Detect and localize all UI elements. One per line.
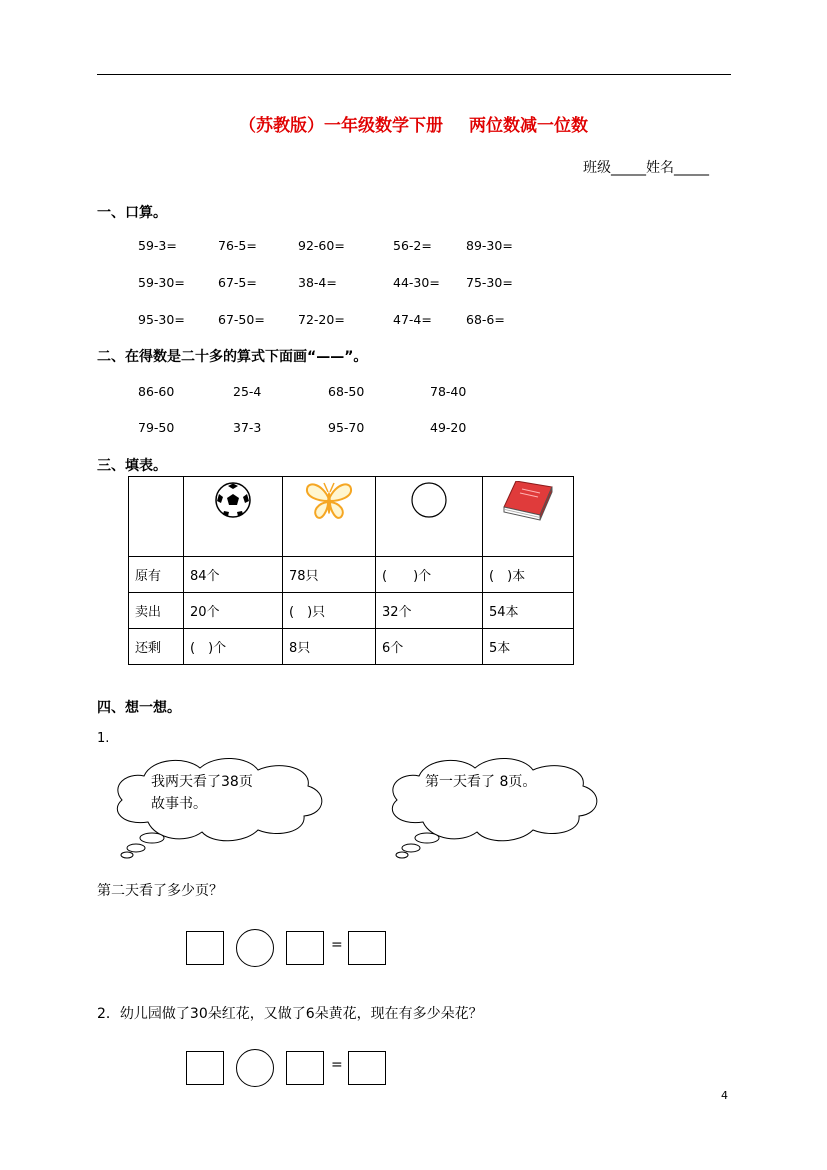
expr: 68-50 bbox=[328, 384, 365, 399]
table-cell: 54本 bbox=[483, 593, 574, 629]
cloud1-line1: 我两天看了38页 bbox=[151, 774, 253, 790]
cloud2-line1: 第一天看了 8页。 bbox=[425, 774, 537, 790]
icon-cell bbox=[283, 477, 376, 557]
butterfly-icon bbox=[304, 479, 354, 521]
answer-box[interactable] bbox=[186, 1051, 224, 1085]
expr: 47-4= bbox=[393, 312, 432, 327]
cloud1-line2: 故事书。 bbox=[151, 796, 207, 812]
section3-heading: 三、填表。 bbox=[97, 458, 167, 474]
soccer-ball-icon bbox=[214, 481, 252, 519]
expr: 25-4 bbox=[233, 384, 262, 399]
answer-box[interactable] bbox=[286, 931, 324, 965]
table-cell: ( )个 bbox=[376, 557, 483, 593]
table-cell: ( )本 bbox=[483, 557, 574, 593]
title-right: 两位数减一位数 bbox=[469, 116, 588, 136]
expr: 79-50 bbox=[138, 420, 175, 435]
table-cell: 84个 bbox=[184, 557, 283, 593]
expr: 37-3 bbox=[233, 420, 262, 435]
table-cell: 20个 bbox=[184, 593, 283, 629]
expr: 67-50= bbox=[218, 312, 265, 327]
table-cell: 6个 bbox=[376, 629, 483, 665]
icon-cell bbox=[376, 477, 483, 557]
table-cell: 78只 bbox=[283, 557, 376, 593]
result-box[interactable] bbox=[348, 931, 386, 965]
equals-sign: = bbox=[331, 937, 343, 953]
class-name-line bbox=[583, 157, 709, 177]
table-cell: 32个 bbox=[376, 593, 483, 629]
table-cell: ( )个 bbox=[184, 629, 283, 665]
expr: 49-20 bbox=[430, 420, 467, 435]
equals-sign: = bbox=[331, 1057, 343, 1073]
thought-cloud-right bbox=[383, 752, 605, 860]
expr: 95-30= bbox=[138, 312, 185, 327]
expr: 78-40 bbox=[430, 384, 467, 399]
title-left: （苏教版）一年级数学下册 bbox=[239, 116, 443, 136]
expr: 75-30= bbox=[466, 275, 513, 290]
expr: 89-30= bbox=[466, 238, 513, 253]
corner-cell bbox=[129, 477, 184, 557]
question2-text: 2．幼儿园做了30朵红花，又做了6朵黄花，现在有多少朵花？ bbox=[97, 1006, 483, 1022]
expr: 92-60= bbox=[298, 238, 345, 253]
question1-text: 第二天看了多少页？ bbox=[97, 883, 223, 899]
expr: 44-30= bbox=[393, 275, 440, 290]
expr: 56-2= bbox=[393, 238, 432, 253]
circle-icon bbox=[410, 481, 448, 519]
question1-number: 1. bbox=[97, 731, 110, 746]
name-label: 姓名 bbox=[646, 160, 674, 176]
expr: 86-60 bbox=[138, 384, 175, 399]
section1-heading: 一、口算。 bbox=[97, 205, 167, 221]
section4-heading: 四、想一想。 bbox=[97, 700, 181, 716]
icon-cell bbox=[184, 477, 283, 557]
expr: 68-6= bbox=[466, 312, 505, 327]
class-label: 班级 bbox=[583, 160, 611, 176]
table-cell: 5本 bbox=[483, 629, 574, 665]
expr: 76-5= bbox=[218, 238, 257, 253]
class-blank: _____ bbox=[611, 160, 646, 176]
table-cell: 8只 bbox=[283, 629, 376, 665]
thought-cloud-left bbox=[108, 752, 330, 860]
page-title bbox=[0, 111, 827, 136]
name-blank: _____ bbox=[674, 160, 709, 176]
expr: 72-20= bbox=[298, 312, 345, 327]
table-cell: ( )只 bbox=[283, 593, 376, 629]
section2-heading: 二、在得数是二十多的算式下面画“——”。 bbox=[97, 349, 368, 365]
row-label: 还剩 bbox=[129, 629, 184, 665]
expr: 67-5= bbox=[218, 275, 257, 290]
row-label: 原有 bbox=[129, 557, 184, 593]
icon-cell bbox=[483, 477, 574, 557]
answer-box[interactable] bbox=[286, 1051, 324, 1085]
result-box[interactable] bbox=[348, 1051, 386, 1085]
expr: 38-4= bbox=[298, 275, 337, 290]
expr: 59-30= bbox=[138, 275, 185, 290]
expr: 95-70 bbox=[328, 420, 365, 435]
answer-box[interactable] bbox=[186, 931, 224, 965]
operator-circle[interactable] bbox=[236, 929, 274, 967]
fill-table bbox=[128, 476, 574, 665]
row-label: 卖出 bbox=[129, 593, 184, 629]
top-rule bbox=[97, 74, 731, 75]
book-icon bbox=[500, 481, 556, 521]
operator-circle[interactable] bbox=[236, 1049, 274, 1087]
expr: 59-3= bbox=[138, 238, 177, 253]
page-number: 4 bbox=[721, 1089, 728, 1102]
